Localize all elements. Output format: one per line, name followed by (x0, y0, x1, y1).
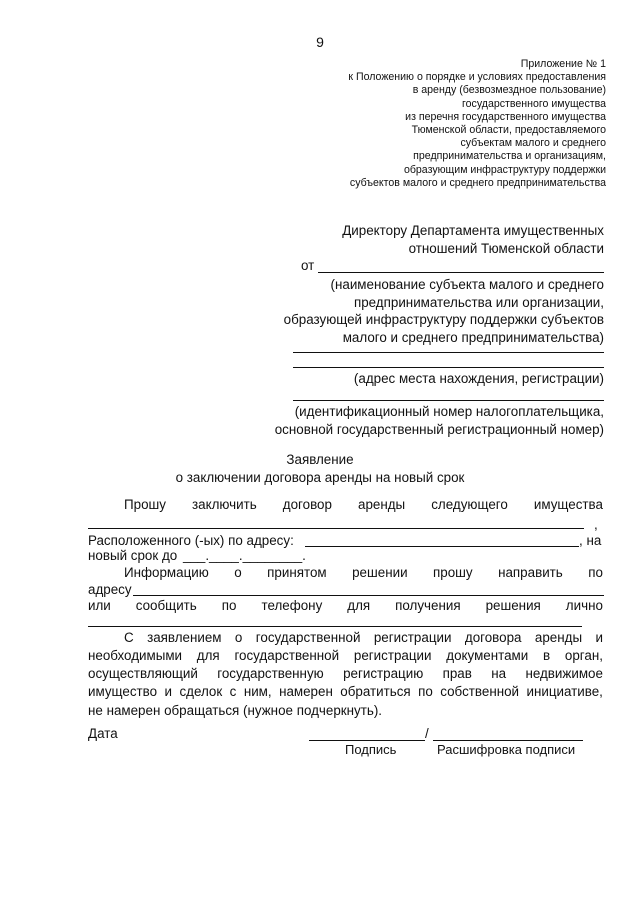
word: прошу (433, 565, 473, 580)
hint-line: (наименование субъекта малого и среднего (330, 277, 604, 292)
appendix-line: государственного имущества (462, 97, 606, 110)
comma: , (594, 517, 598, 532)
word: инициативе, (526, 684, 603, 699)
word: по (588, 565, 603, 580)
hint-line: малого и среднего предпринимательства) (342, 329, 604, 345)
word: о (234, 630, 243, 645)
word: с (229, 684, 237, 699)
page-number: 9 (316, 34, 324, 50)
located-address-field[interactable] (305, 546, 579, 547)
word: необходимыми (88, 648, 183, 663)
word: имущество (88, 684, 158, 699)
word: по (418, 684, 433, 699)
word: сообщить (135, 598, 197, 613)
word: недвижимое (525, 666, 603, 681)
word: аренды (534, 630, 583, 645)
appendix-header (348, 58, 606, 190)
appendix-line: из перечня государственного имущества (405, 110, 606, 123)
appendix-line: к Положению о порядке и условиях предоставления (348, 71, 606, 84)
word: направить (498, 565, 563, 580)
slash: / (425, 726, 429, 741)
signature-decode-field[interactable] (433, 740, 583, 741)
title-line: Заявление (286, 452, 354, 467)
hint-line: предпринимательства или организации, (353, 294, 604, 310)
applicant-hint (284, 276, 604, 346)
word: телефону (261, 598, 323, 613)
word: принятом (267, 565, 327, 580)
inn-field[interactable] (293, 400, 604, 401)
registration-line-3 (88, 666, 603, 681)
registration-line-4 (88, 684, 603, 699)
address-field-line-1[interactable] (293, 352, 604, 353)
word: прав (442, 666, 472, 681)
address-field-line-2[interactable] (293, 367, 604, 368)
hint-line: (идентификационный номер налогоплательщика, (294, 404, 604, 419)
signature-decode-caption: Расшифровка подписи (437, 742, 576, 757)
appendix-line: образующим инфраструктуру поддержки (403, 163, 606, 176)
word: и (164, 684, 173, 699)
word: получения (395, 598, 461, 613)
word: на (491, 666, 507, 681)
word: договор (282, 497, 332, 512)
word: регистрации (353, 648, 432, 663)
new-term-label: новый срок до (88, 548, 178, 563)
registration-line-5: не намерен обращаться (нужное подчеркнуть). (88, 703, 383, 718)
word: для (347, 598, 371, 613)
word: или (88, 598, 111, 613)
appendix-line: предпринимательства и организациям, (413, 150, 606, 163)
applicant-name-field[interactable] (318, 272, 604, 273)
word: о (234, 565, 242, 580)
appendix-line: Приложение № 1 (520, 58, 606, 70)
phone-line (88, 598, 603, 613)
address-hint: (адрес места нахождения, регистрации) (353, 371, 604, 386)
word: решении (352, 565, 408, 580)
word: и (595, 630, 603, 645)
hint-line: образующей инфраструктуру поддержки субъектов (283, 312, 604, 327)
word: лично (565, 598, 603, 613)
address-label: адресу (88, 582, 132, 597)
word: имущества (533, 497, 603, 512)
title-line: о заключении договора аренды на новый срок (175, 470, 465, 485)
word: документами (446, 648, 529, 663)
word: для (196, 648, 220, 663)
word: следующего (431, 497, 508, 512)
addressee-block (342, 222, 604, 258)
located-label: Расположенного (-ых) по адресу: (88, 533, 294, 548)
word: Информацию (124, 565, 209, 580)
word: государственную (217, 666, 324, 681)
date-label: Дата (88, 726, 118, 741)
word: намерен (279, 684, 333, 699)
property-field[interactable] (88, 528, 584, 529)
phone-field[interactable] (88, 626, 582, 627)
addressee-line: Директору Департамента имущественных (342, 223, 604, 238)
document-title (0, 451, 640, 487)
word: аренды (358, 497, 406, 512)
word: государственной (234, 648, 340, 663)
appendix-line: Тюменской области, предоставляемого (411, 124, 606, 137)
hint-line: основной государственный регистрационный номер) (274, 421, 604, 437)
word: орган, (564, 648, 603, 663)
word: договора (464, 630, 522, 645)
word: ним, (243, 684, 272, 699)
word: сделок (179, 684, 223, 699)
appendix-line: субъектов малого и среднего предпринимательства (349, 176, 606, 189)
word: заявлением (147, 630, 222, 645)
info-line (124, 565, 603, 580)
word: в (543, 648, 551, 663)
registration-line-1 (124, 630, 603, 645)
word: собственной (440, 684, 520, 699)
from-label: от (301, 258, 315, 273)
word: осуществляющий (88, 666, 198, 681)
word: государственной (255, 630, 361, 645)
word: по (221, 598, 237, 613)
word: заключить (192, 497, 257, 512)
word: регистрации (373, 630, 452, 645)
registration-line-2 (88, 648, 603, 663)
appendix-line: субъектам малого и среднего (460, 137, 606, 150)
appendix-line: в аренду (безвозмездное пользование) (412, 84, 606, 97)
inn-hint (275, 403, 604, 438)
notify-address-field[interactable] (133, 595, 604, 596)
word: Прошу (124, 497, 166, 512)
request-line (124, 497, 603, 512)
word: С (124, 630, 134, 645)
word: обратиться (340, 684, 411, 699)
signature-caption: Подпись (345, 742, 397, 757)
addressee-line: отношений Тюменской области (408, 241, 604, 256)
word: решения (485, 598, 541, 613)
word: регистрацию (343, 666, 424, 681)
new-term-date-field[interactable]: ___.____.________. (183, 548, 306, 563)
located-tail: , на (579, 533, 602, 548)
signature-field[interactable] (309, 740, 425, 741)
